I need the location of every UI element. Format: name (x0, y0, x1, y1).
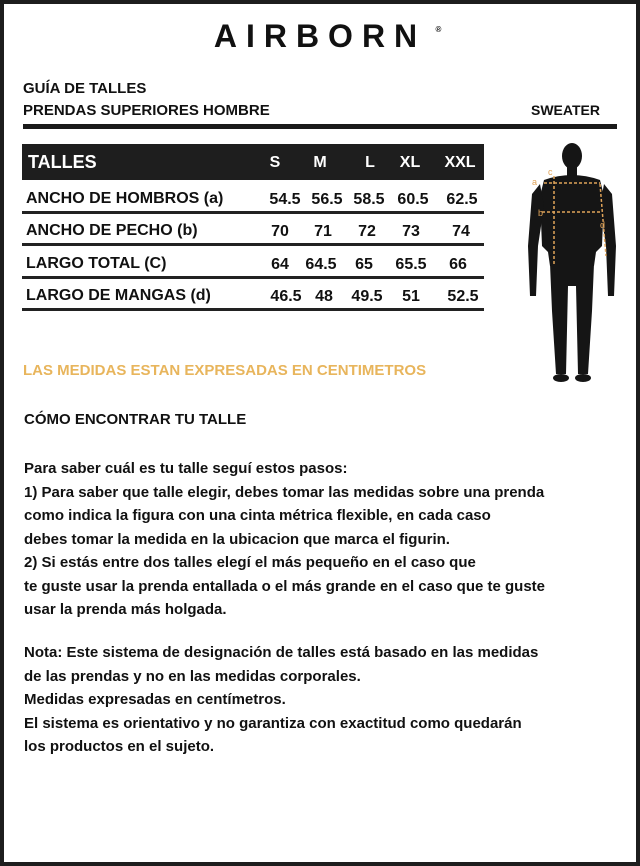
row-divider (22, 211, 484, 214)
table-cell: 54.5 (269, 191, 301, 208)
table-cell: 66 (449, 256, 467, 273)
table-cell: 64.5 (305, 256, 337, 273)
table-cell: 65.5 (395, 256, 427, 273)
table-cell: 65 (355, 256, 373, 273)
row-divider (22, 308, 484, 311)
product-type: SWEATER (531, 102, 600, 118)
row-divider (22, 276, 484, 279)
step-line: usar la prenda más holgada. (24, 601, 227, 618)
figure-label-d: d (600, 220, 606, 230)
row-label: LARGO TOTAL (C) (26, 255, 167, 272)
table-cell: 51 (402, 288, 420, 305)
body-silhouette-figure (522, 136, 622, 386)
brand-logo: AIRBORN (213, 18, 427, 54)
note-line: Nota: Este sistema de designación de talles está basado en las medidas (24, 644, 539, 661)
figure-label-b: b (538, 208, 544, 218)
note-line: de las prendas y no en las medidas corporales. (24, 667, 361, 685)
how-to-title: CÓMO ENCONTRAR TU TALLE (24, 411, 247, 428)
registered-mark: ® (435, 25, 442, 34)
size-col-m: M (313, 154, 327, 171)
note-line: los productos en el sujeto. (24, 738, 215, 755)
step-line: 2) Si estás entre dos talles elegí el más pequeño en el caso que (24, 554, 476, 571)
notes-paragraph (24, 641, 624, 759)
table-cell: 64 (271, 256, 289, 273)
row-label: ANCHO DE PECHO (b) (26, 222, 198, 239)
table-cell: 48 (315, 288, 333, 305)
size-col-xl: XL (399, 154, 421, 171)
table-cell: 49.5 (351, 288, 383, 305)
note-line: El sistema es orientativo y no garantiza con exactitud como quedarán (24, 714, 522, 732)
table-cell: 70 (271, 223, 289, 240)
table-row (22, 281, 484, 311)
step-line: debes tomar la medida en la ubicacion que marca el figurin. (24, 530, 450, 548)
units-note: LAS MEDIDAS ESTAN EXPRESADAS EN CENTIMETROS (23, 362, 427, 379)
table-row (22, 184, 484, 214)
figure-label-a: a (532, 177, 538, 187)
figure-label-c: c (548, 167, 553, 177)
note-line: Medidas expresadas en centímetros. (24, 691, 286, 708)
table-cell: 73 (402, 223, 420, 240)
table-cell: 62.5 (446, 191, 478, 208)
guide-title: GUÍA DE TALLES (23, 80, 147, 97)
table-cell: 71 (314, 223, 332, 240)
steps-paragraph (24, 457, 624, 622)
step-line: te guste usar la prenda entallada o el más grande en el caso que te guste (24, 577, 546, 595)
step-line: Para saber cuál es tu talle seguí estos pasos: (24, 460, 348, 477)
header-divider (23, 124, 617, 129)
size-table-title: TALLES (28, 152, 97, 172)
size-col-l: L (365, 154, 375, 171)
row-label: LARGO DE MANGAS (d) (26, 287, 211, 304)
table-cell: 74 (452, 223, 470, 240)
table-cell: 72 (358, 223, 376, 240)
table-cell: 58.5 (353, 191, 385, 208)
table-row (22, 216, 484, 246)
table-row (22, 249, 484, 279)
step-line: 1) Para saber que talle elegir, debes tomar las medidas sobre una prenda (24, 483, 545, 501)
size-table-header (22, 144, 484, 180)
table-cell: 46.5 (270, 288, 302, 305)
size-col-xxl: XXL (444, 154, 476, 171)
step-line: como indica la figura con una cinta métrica flexible, en cada caso (24, 507, 491, 524)
table-cell: 56.5 (311, 191, 343, 208)
row-label: ANCHO DE HOMBROS (a) (26, 190, 224, 207)
row-divider (22, 243, 484, 246)
table-cell: 52.5 (447, 288, 479, 305)
guide-subtitle: PRENDAS SUPERIORES HOMBRE (23, 102, 270, 119)
size-col-s: S (269, 154, 281, 171)
table-cell: 60.5 (397, 191, 429, 208)
